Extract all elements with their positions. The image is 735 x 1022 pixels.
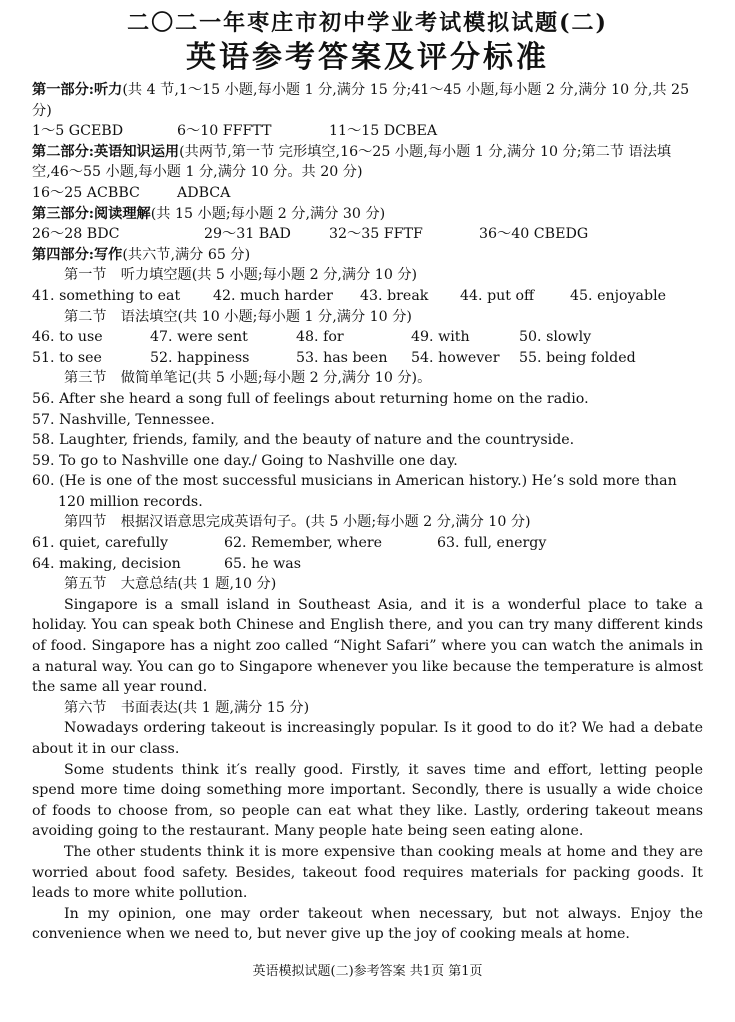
part1-desc: (共 4 节,1～15 小题,每小题 1 分,满分 15 分;41～45 小题,每小题 2 分,满分 10 分,共 25 分): [32, 82, 690, 119]
section2-answers-row2: [32, 348, 703, 369]
part2-desc: (共两节,第一节 完形填空,16～25 小题,每小题 1 分,满分 10 分;第二节 语法填空,46～55 小题,每小题 1 分,满分 10 分。共 20 分): [32, 143, 672, 181]
answer-item: 63. full, energy: [437, 535, 547, 552]
part3-answers: [32, 224, 703, 245]
answer-item: 41. something to eat: [32, 287, 181, 304]
section3-title: 第三节 做简单笔记(共 5 小题;每小题 2 分,满分 10 分)。: [64, 370, 432, 387]
answer-item: 61. quiet, carefully: [32, 535, 169, 552]
part1-header: [32, 80, 703, 121]
answer-item: 64. making, decision: [32, 555, 181, 572]
essay-paragraph: Nowadays ordering takeout is increasingly popular. Is it good to do it? We had a debate about it in our class.: [32, 720, 703, 757]
exam-title: 二〇二一年枣庄市初中学业考试模拟试题(二): [127, 10, 608, 36]
answer-group: 16～25 ACBBC: [32, 184, 140, 201]
answer-item: 42. much harder: [213, 287, 333, 304]
answer-item: 44. put off: [460, 287, 535, 304]
answer-item: 45. enjoyable: [570, 287, 667, 304]
part4-desc: (共六节,满分 65 分): [122, 246, 251, 263]
answer-item: 48. for: [296, 329, 344, 346]
answer-item: 54. however: [411, 349, 500, 366]
answer-item: 65. he was: [224, 555, 301, 572]
answer-item: 62. Remember, where: [224, 535, 383, 552]
section4-answers-row2: [32, 554, 703, 575]
section1-title: 第一节 听力填空题(共 5 小题;每小题 2 分,满分 10 分): [64, 267, 418, 284]
answer-group: 29～31 BAD: [204, 226, 291, 243]
answer-group: 36～40 CBEDG: [479, 226, 589, 243]
section4-title: 第四节 根据汉语意思完成英语句子。(共 5 小题;每小题 2 分,满分 10 分): [64, 514, 531, 531]
answer-item: 47. were sent: [150, 329, 248, 346]
answer-60: 60. (He is one of the most successful musicians in American history.) He’s sold more than 120 million records.: [32, 473, 677, 510]
summary-text: Singapore is a small island in Southeast Asia, and it is a wonderful place to take a holiday. You can speak both Chinese and English there, and you can try many different kinds of food. Singapore has a night zoo called “Night Safari” where you can watch the animals in a natural way. You can go to Singapore whenever you like because the temperature is almost the same all year round.: [32, 596, 703, 696]
essay-paragraph: In my opinion, one may order takeout when necessary, but not always. Enjoy the convenience when we need to, but never give up the joy of cooking meals at home.: [32, 905, 703, 943]
answer-item: 53. has been: [296, 349, 388, 366]
page-footer: 英语模拟试题(二)参考答案 共1页 第1页: [252, 964, 483, 979]
essay-paragraph: Some students think it′s really good. Firstly, it saves time and effort, letting people spend more time doing something more important. Secondly, there is usually a wide choice of foods to choose from, so people can eat what they like. Lastly, ordering takeout means avoiding going to the restaurant. Many people hate being seen eating alone.: [32, 761, 703, 840]
answer-group: 6～10 FFFTT: [177, 123, 272, 140]
answer-item: 49. with: [411, 329, 470, 346]
document-subtitle: 英语参考答案及评分标准: [186, 40, 549, 75]
part3-header: [32, 204, 703, 225]
section5-title: 第五节 大意总结(共 1 题,10 分): [64, 576, 277, 593]
part1-heading: 第一部分:听力: [32, 82, 123, 98]
answer-item: 43. break: [360, 287, 429, 304]
answer-item: 46. to use: [32, 329, 103, 346]
part1-answers: [32, 121, 703, 142]
answer-58: 58. Laughter, friends, family, and the beauty of nature and the countryside.: [32, 432, 575, 449]
section1-answers: [32, 286, 703, 307]
essay-paragraph: The other students think it is more expensive than cooking meals at home and they are worried about food safety. Besides, takeout food requires materials for packing goods. It leads to more white pollution.: [32, 843, 703, 902]
answer-item: 55. being folded: [519, 349, 636, 366]
answer-group: 26～28 BDC: [32, 226, 120, 243]
answer-group: 11～15 DCBEA: [329, 123, 438, 140]
part3-heading: 第三部分:阅读理解: [32, 205, 151, 222]
part2-header: [32, 142, 703, 183]
part3-desc: (共 15 小题;每小题 2 分,满分 30 分): [150, 205, 386, 222]
answer-group: ADBCA: [177, 184, 231, 201]
answer-item: 50. slowly: [519, 329, 592, 346]
answer-item: 52. happiness: [150, 349, 250, 366]
answer-item: 51. to see: [32, 349, 102, 366]
part2-answers: [32, 183, 703, 204]
answer-59: 59. To go to Nashville one day./ Going to Nashville one day.: [32, 452, 458, 469]
section4-answers-row1: [32, 533, 703, 554]
part4-heading: 第四部分:写作: [32, 246, 123, 263]
section2-title: 第二节 语法填空(共 10 小题;每小题 1 分,满分 10 分): [64, 308, 412, 325]
section6-title: 第六节 书面表达(共 1 题,满分 15 分): [64, 699, 310, 716]
part2-heading: 第二部分:英语知识运用: [32, 143, 180, 160]
answer-57: 57. Nashville, Tennessee.: [32, 411, 215, 428]
section2-answers-row1: [32, 327, 703, 348]
answer-group: 32～35 FFTF: [329, 226, 423, 243]
part4-header: [32, 245, 703, 266]
answer-group: 1～5 GCEBD: [32, 123, 124, 140]
answer-56: 56. After she heard a song full of feelings about returning home on the radio.: [32, 390, 589, 407]
